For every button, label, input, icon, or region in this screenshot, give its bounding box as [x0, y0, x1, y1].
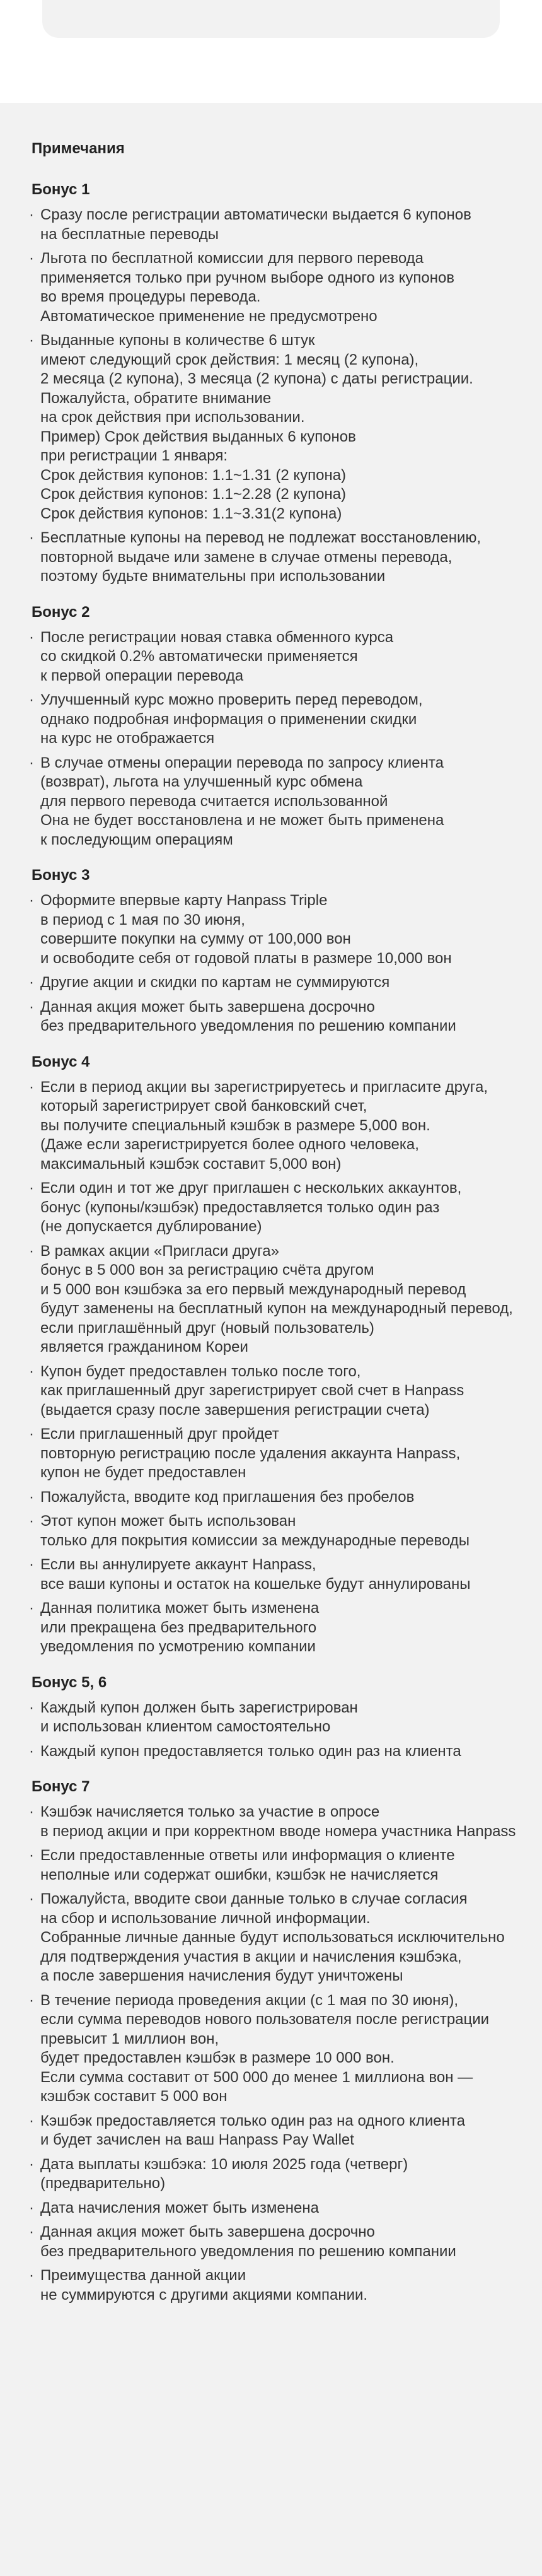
- item-text-line: и использован клиентом самостоятельно: [40, 1718, 331, 1735]
- item-text-line: купон не будет предоставлен: [40, 1464, 246, 1481]
- item-text-line: Она не будет восстановлена и не может быть применена: [40, 812, 444, 829]
- item-text-line: будут заменены на бесплатный купон на международный перевод,: [40, 1300, 513, 1317]
- list-item: [29, 754, 513, 850]
- item-text-line: Если вы аннулируете аккаунт Hanpass,: [40, 1556, 316, 1573]
- item-text-line: для первого перевода считается использованной: [40, 792, 388, 810]
- item-text-line: Срок действия купонов: 1.1~3.31(2 купона): [40, 505, 342, 522]
- item-text-line: к первой операции перевода: [40, 667, 244, 684]
- bullet-icon: ·: [29, 206, 34, 223]
- list-item: [29, 891, 513, 968]
- bullet-icon: ·: [29, 1180, 34, 1197]
- item-text-line: В рамках акции «Пригласи друга»: [40, 1242, 279, 1260]
- section-title: Бонус 1: [32, 181, 90, 198]
- list-item: [29, 628, 513, 686]
- notes-section: [29, 1673, 513, 1762]
- notes-section: [29, 1777, 516, 2305]
- item-text-line: без предварительного уведомления по решению компании: [40, 2242, 456, 2260]
- list-item: [29, 1742, 513, 1762]
- item-text-line: Каждый купон должен быть зарегистрирован: [40, 1699, 358, 1716]
- item-text-line: Купон будет предоставлен только после того,: [40, 1362, 361, 1380]
- item-text-line: для подтверждения участия в акции и начисления кэшбэка,: [40, 1948, 462, 1965]
- item-text-line: Каждый купон предоставляется только один раз на клиента: [40, 1742, 461, 1760]
- item-text-line: со скидкой 0.2% автоматически применяется: [40, 648, 358, 665]
- item-text-line: Данная акция может быть завершена досрочно: [40, 998, 375, 1016]
- item-text-line: Срок действия купонов: 1.1~1.31 (2 купона): [40, 466, 347, 484]
- item-text-line: Оформите впервые карту Hanpass Triple: [40, 892, 328, 909]
- bullet-icon: ·: [29, 1242, 34, 1260]
- list-item: [29, 1512, 513, 1550]
- bullet-icon: ·: [29, 1600, 34, 1617]
- bullet-icon: ·: [29, 1742, 34, 1760]
- item-text-line: Кэшбэк начисляется только за участие в опросе: [40, 1803, 380, 1820]
- item-text-line: который зарегистрирует свой банковский счет,: [40, 1098, 367, 1115]
- bullet-icon: ·: [29, 2112, 34, 2129]
- item-text-line: бонус в 5 000 вон за регистрацию счёта другом: [40, 1262, 374, 1279]
- item-text-line: не суммируются с другими акциями компании.: [40, 2286, 368, 2304]
- bullet-icon: ·: [29, 628, 34, 646]
- item-text-line: без предварительного уведомления по решению компании: [40, 1017, 456, 1034]
- item-text-line: Этот купон может быть использован: [40, 1513, 296, 1530]
- notes-section: [29, 866, 513, 1036]
- item-text-line: (предварительно): [40, 2175, 166, 2192]
- item-text-line: Льгота по бесплатной комиссии для первого перевода: [40, 250, 424, 267]
- item-text-line: Дата выплаты кэшбэка: 10 июля 2025 года (четверг): [40, 2155, 408, 2173]
- item-text-line: кэшбэк составит 5 000 вон: [40, 2088, 228, 2105]
- section-title: Бонус 3: [32, 867, 90, 884]
- item-text-line: Бесплатные купоны на перевод не подлежат восстановлению,: [40, 529, 481, 546]
- item-text-line: После регистрации новая ставка обменного курса: [40, 628, 394, 646]
- list-item: [29, 2266, 513, 2305]
- bullet-icon: ·: [29, 1488, 34, 1506]
- list-item: [29, 206, 513, 244]
- item-text-line: Пожалуйста, вводите код приглашения без пробелов: [40, 1488, 415, 1506]
- item-text-line: на сбор и использование личной информации.: [40, 1909, 371, 1927]
- bullet-icon: ·: [29, 691, 34, 708]
- item-text-line: Данная акция может быть завершена досрочно: [40, 2223, 375, 2240]
- section-item-list: [29, 206, 513, 587]
- item-text-line: или прекращена без предварительного: [40, 1619, 317, 1636]
- item-text-line: имеют следующий срок действия: 1 месяц (2 купона),: [40, 351, 419, 368]
- bullet-icon: ·: [29, 754, 34, 771]
- bullet-icon: ·: [29, 1513, 34, 1530]
- item-text-line: (не допускается дублирование): [40, 1218, 262, 1235]
- item-text-line: Выданные купоны в количестве 6 штук: [40, 332, 315, 349]
- item-text-line: в период акции и при корректном вводе номера участника Hanpass: [40, 1822, 516, 1840]
- item-text-line: Данная политика может быть изменена: [40, 1600, 320, 1617]
- item-text-line: Автоматическое применение не предусмотрено: [40, 307, 378, 325]
- item-text-line: как приглашенный друг зарегистрирует свой счет в Hanpass: [40, 1382, 464, 1399]
- item-text-line: а после завершения начисления будут уничтожены: [40, 1967, 403, 1984]
- item-text-line: Пример) Срок действия выданных 6 купонов: [40, 428, 356, 445]
- item-text-line: Если один и тот же друг приглашен с нескольких аккаунтов,: [40, 1180, 462, 1197]
- bullet-icon: ·: [29, 1699, 34, 1716]
- bullet-icon: ·: [29, 974, 34, 991]
- item-text-line: В течение периода проведения акции (с 1 мая по 30 июня),: [40, 1991, 459, 2009]
- item-text-line: если приглашённый друг (новый пользователь): [40, 1319, 374, 1337]
- item-text-line: является гражданином Кореи: [40, 1338, 248, 1355]
- item-text-line: Кэшбэк предоставляется только один раз на одного клиента: [40, 2112, 465, 2129]
- list-item: [29, 1242, 513, 1357]
- item-text-line: во время процедуры перевода.: [40, 288, 261, 305]
- bullet-icon: ·: [29, 250, 34, 267]
- notes-panel: [0, 103, 542, 2576]
- bullet-icon: ·: [29, 1847, 34, 1864]
- list-item: [29, 1599, 513, 1657]
- bullet-icon: ·: [29, 1991, 34, 2009]
- item-text-line: Пожалуйста, вводите свои данные только в случае согласия: [40, 1890, 468, 1907]
- bullet-icon: ·: [29, 1890, 34, 1907]
- bullet-icon: ·: [29, 1362, 34, 1380]
- notes-sections: [29, 180, 516, 2305]
- list-item: [29, 1846, 513, 1885]
- list-item: [29, 1425, 513, 1483]
- item-text-line: уведомления по усмотрению компании: [40, 1638, 316, 1655]
- list-item: [29, 249, 513, 326]
- top-area: [0, 0, 542, 103]
- section-title: Бонус 4: [32, 1053, 90, 1070]
- item-text-line: и освободите себя от годовой платы в размере 10,000 вон: [40, 949, 452, 967]
- item-text-line: в период с 1 мая по 30 июня,: [40, 911, 245, 928]
- list-item: [29, 331, 513, 524]
- list-item: [29, 2112, 513, 2150]
- list-item: [29, 2155, 513, 2194]
- section-title: Бонус 5, 6: [32, 1673, 107, 1691]
- bullet-icon: ·: [29, 529, 34, 546]
- section-item-list: [29, 1078, 513, 1657]
- item-text-line: Преимущества данной акции: [40, 2267, 246, 2284]
- item-text-line: к последующим операциям: [40, 831, 233, 848]
- item-text-line: Пожалуйста, обратите внимание: [40, 389, 272, 407]
- list-item: [29, 529, 513, 587]
- item-text-line: (Даже если зарегистрируется более одного человека,: [40, 1136, 419, 1153]
- notes-section: [29, 603, 513, 850]
- item-text-line: вы получите специальный кэшбэк в размере 5,000 вон.: [40, 1116, 430, 1134]
- item-text-line: применяется только при ручном выборе одного из купонов: [40, 269, 455, 286]
- section-item-list: [29, 1803, 516, 2305]
- bullet-icon: ·: [29, 892, 34, 909]
- list-item: [29, 1555, 513, 1594]
- top-card: [42, 0, 500, 38]
- item-text-line: Сразу после регистрации автоматически выдается 6 купонов: [40, 206, 471, 223]
- list-item: [29, 1803, 516, 1841]
- bullet-icon: ·: [29, 2223, 34, 2240]
- list-item: [29, 2199, 513, 2218]
- item-text-line: повторную регистрацию после удаления аккаунта Hanpass,: [40, 1444, 461, 1462]
- section-title: Бонус 2: [32, 603, 90, 621]
- item-text-line: однако подробная информация о применении скидки: [40, 710, 417, 728]
- list-item: [29, 1179, 513, 1237]
- item-text-line: Улучшенный курс можно проверить перед переводом,: [40, 691, 423, 708]
- list-item: [29, 1362, 513, 1420]
- list-item: [29, 998, 513, 1036]
- list-item: [29, 1488, 513, 1508]
- item-text-line: будет предоставлен кэшбэк в размере 10 000 вон.: [40, 2049, 395, 2066]
- bullet-icon: ·: [29, 1426, 34, 1443]
- item-text-line: поэтому будьте внимательны при использовании: [40, 568, 386, 585]
- item-text-line: Срок действия купонов: 1.1~2.28 (2 купона): [40, 486, 347, 503]
- section-item-list: [29, 1699, 513, 1762]
- item-text-line: неполные или содержат ошибки, кэшбэк не начисляется: [40, 1866, 439, 1883]
- item-text-line: на курс не отображается: [40, 730, 215, 747]
- section-item-list: [29, 628, 513, 850]
- item-text-line: и 5 000 вон кэшбэка за его первый международный перевод: [40, 1280, 466, 1298]
- item-text-line: максимальный кэшбэк составит 5,000 вон): [40, 1155, 342, 1173]
- item-text-line: на срок действия при использовании.: [40, 409, 305, 426]
- item-text-line: все ваши купоны и остаток на кошельке будут аннулированы: [40, 1575, 471, 1593]
- list-item: [29, 1890, 513, 1986]
- bullet-icon: ·: [29, 2199, 34, 2216]
- item-text-line: совершите покупки на сумму от 100,000 вон: [40, 930, 351, 947]
- bullet-icon: ·: [29, 2155, 34, 2173]
- item-text-line: В случае отмены операции перевода по запросу клиента: [40, 754, 444, 771]
- list-item: [29, 1699, 513, 1737]
- item-text-line: Другие акции и скидки по картам не суммируются: [40, 974, 390, 991]
- item-text-line: Собранные личные данные будут использоваться исключительно: [40, 1929, 505, 1946]
- notes-section: [29, 180, 513, 587]
- item-text-line: и будет зачислен на ваш Hanpass Pay Wallet: [40, 2131, 354, 2148]
- item-text-line: 2 месяца (2 купона), 3 месяца (2 купона) с даты регистрации.: [40, 370, 473, 387]
- bullet-icon: ·: [29, 998, 34, 1016]
- notes-title: Примечания: [32, 140, 125, 157]
- list-item: [29, 973, 513, 993]
- bullet-icon: ·: [29, 332, 34, 349]
- item-text-line: Если в период акции вы зарегистрируетесь и пригласите друга,: [40, 1078, 488, 1096]
- item-text-line: если сумма переводов нового пользователя после регистрации: [40, 2011, 490, 2028]
- item-text-line: при регистрации 1 января:: [40, 447, 228, 464]
- item-text-line: превысит 1 миллион вон,: [40, 2030, 219, 2047]
- list-item: [29, 691, 513, 749]
- list-item: [29, 1078, 513, 1174]
- bullet-icon: ·: [29, 1078, 34, 1096]
- item-text-line: Если приглашенный друг пройдет: [40, 1426, 279, 1443]
- item-text-line: повторной выдаче или замене в случае отмены перевода,: [40, 548, 453, 566]
- item-text-line: (выдается сразу после завершения регистрации счета): [40, 1401, 430, 1419]
- item-text-line: бонус (купоны/кэшбэк) предоставляется только один раз: [40, 1198, 440, 1216]
- bullet-icon: ·: [29, 1803, 34, 1820]
- bullet-icon: ·: [29, 2267, 34, 2284]
- section-title: Бонус 7: [32, 1778, 90, 1795]
- bullet-icon: ·: [29, 1556, 34, 1573]
- list-item: [29, 2223, 513, 2261]
- item-text-line: (возврат), льгота на улучшенный курс обмена: [40, 773, 363, 790]
- item-text-line: на бесплатные переводы: [40, 225, 219, 243]
- list-item: [29, 1991, 513, 2107]
- item-text-line: только для покрытия комиссии за международные переводы: [40, 1531, 470, 1549]
- item-text-line: Дата начисления может быть изменена: [40, 2199, 319, 2216]
- notes-section: [29, 1053, 513, 1657]
- section-item-list: [29, 891, 513, 1036]
- item-text-line: Если предоставленные ответы или информация о клиенте: [40, 1847, 455, 1864]
- item-text-line: Если сумма составит от 500 000 до менее 1 миллиона вон —: [40, 2068, 473, 2086]
